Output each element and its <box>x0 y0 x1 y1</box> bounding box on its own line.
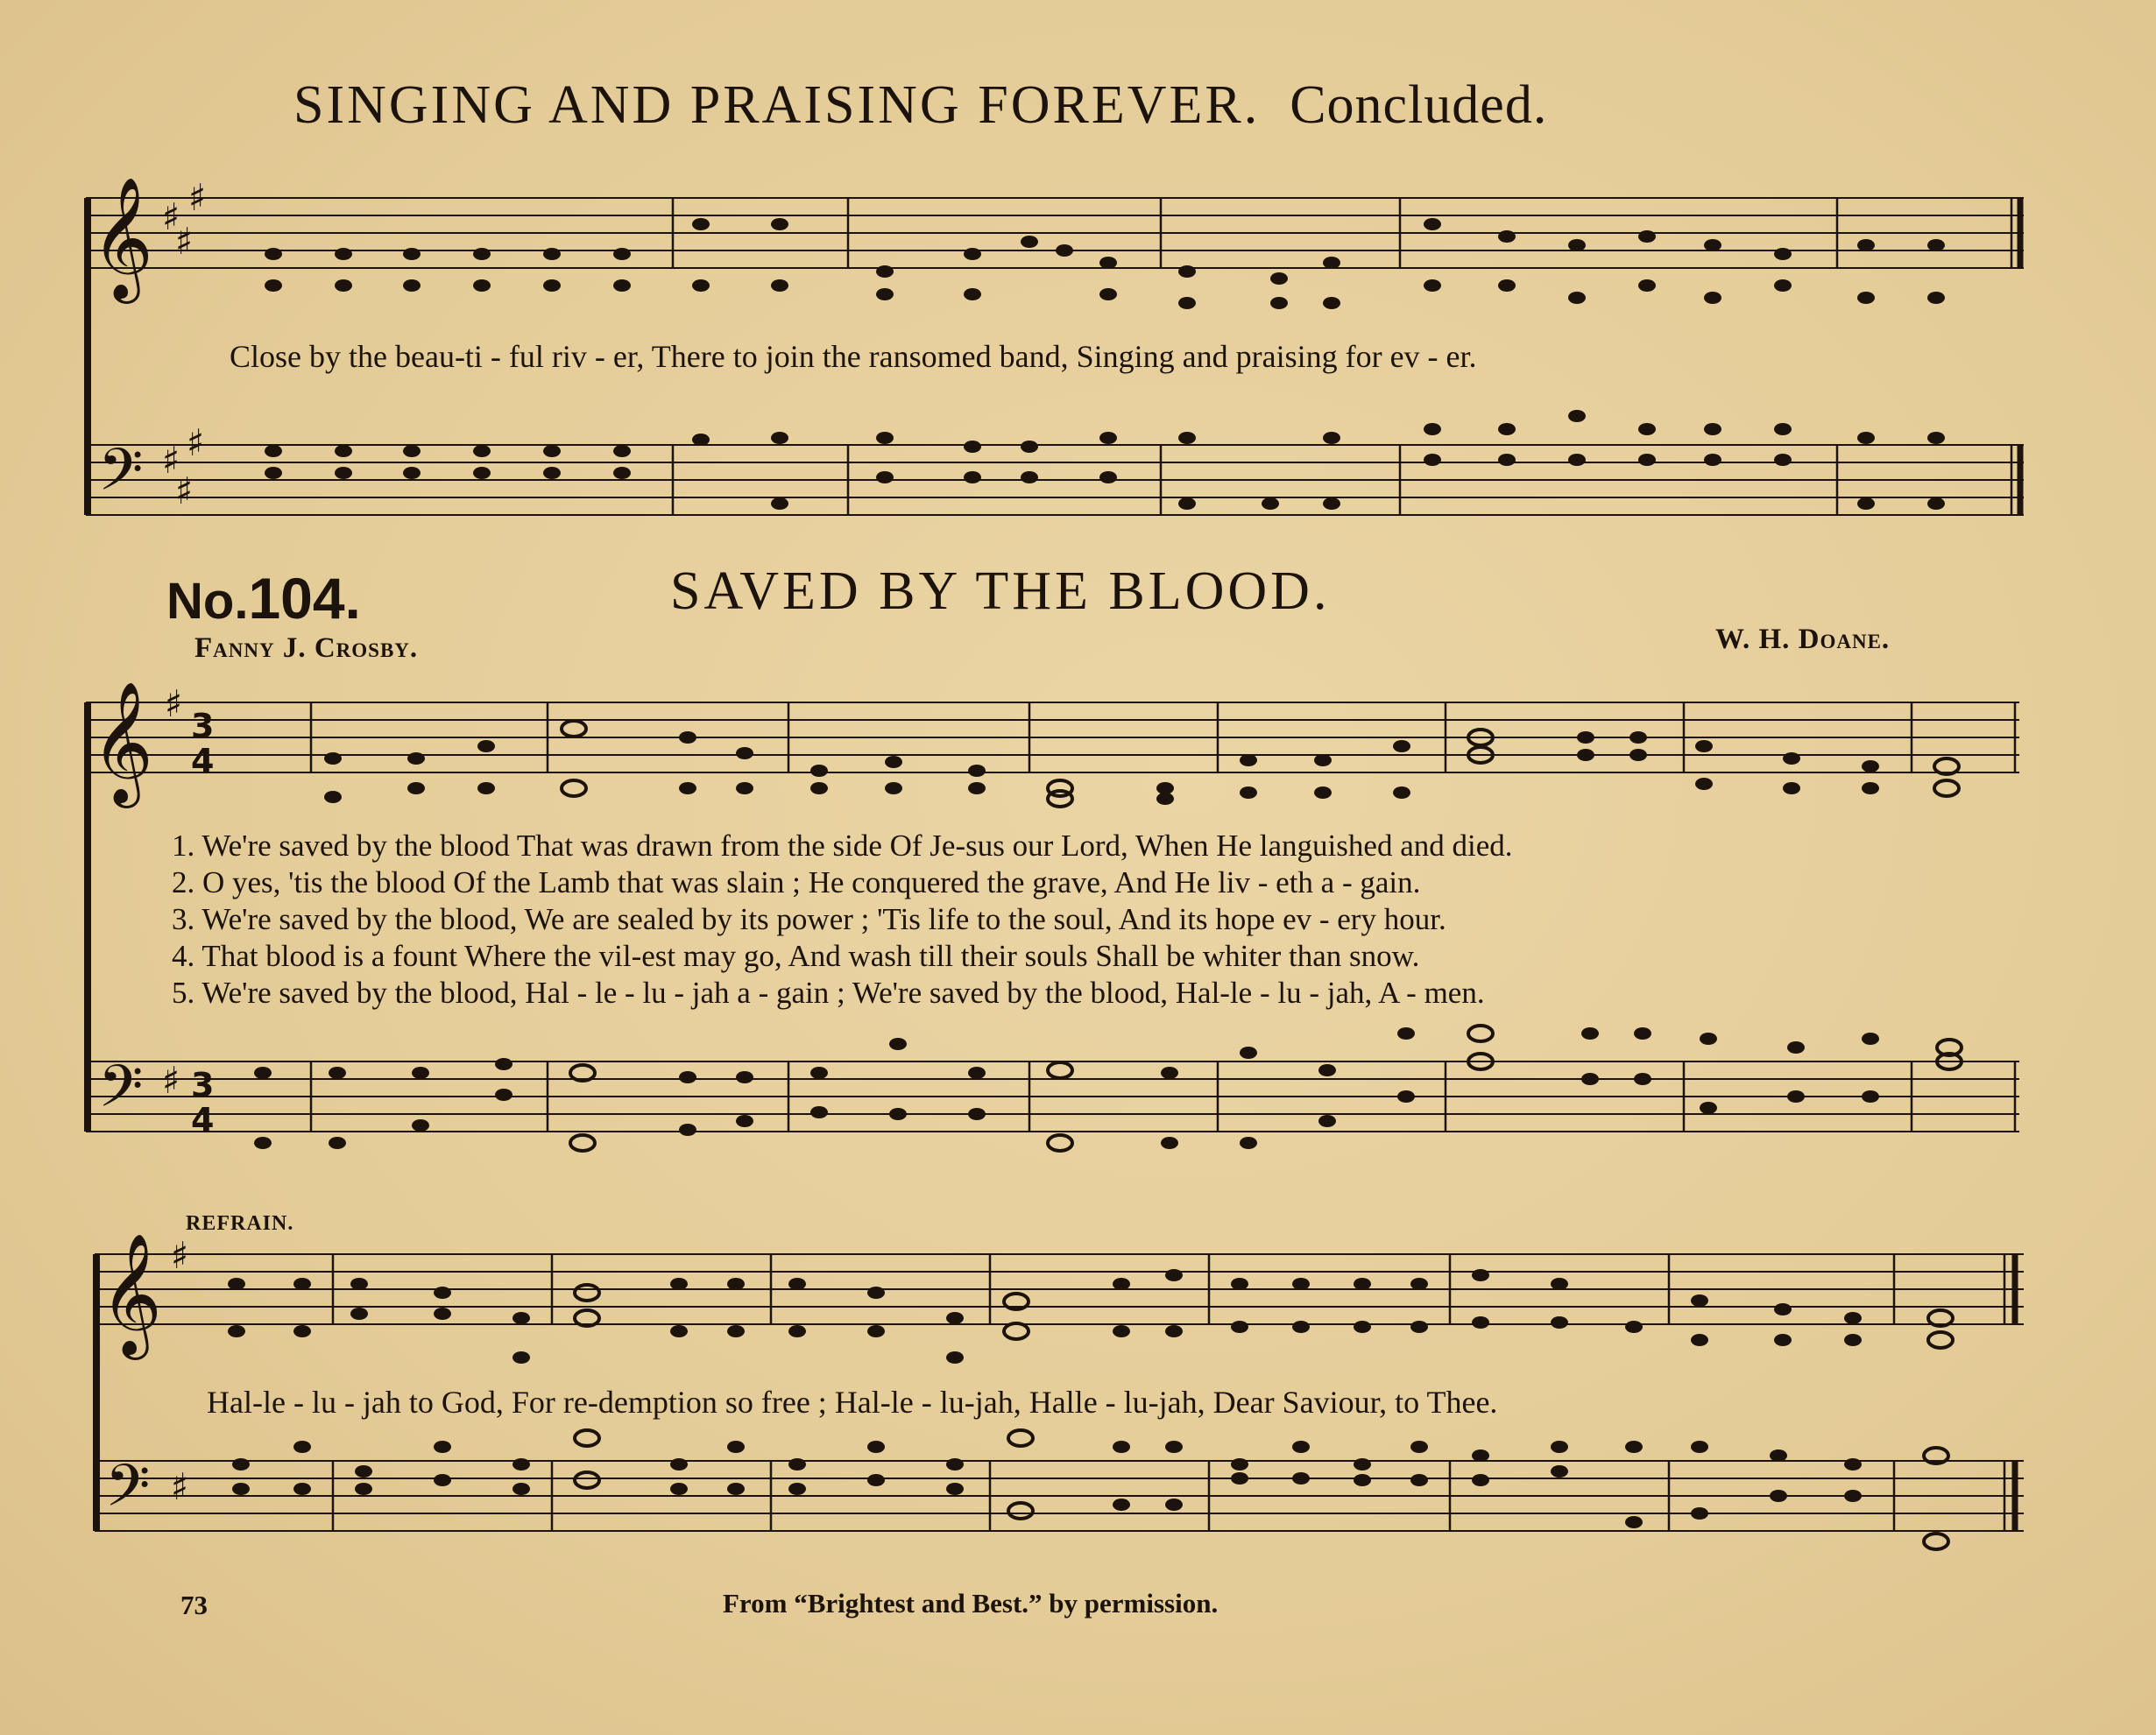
svg-text:♯: ♯ <box>188 176 207 219</box>
lyricist-credit: Fanny J. Crosby. <box>194 632 419 664</box>
system-braces <box>88 198 96 1531</box>
concluded-song-name: SINGING AND PRAISING FOREVER. <box>293 75 1261 135</box>
svg-text:4: 4 <box>191 1101 215 1139</box>
svg-text:♯: ♯ <box>162 1059 180 1102</box>
hymn-number-value: 104. <box>248 566 361 631</box>
concluded-lyric-line: Close by the beau-ti - ful riv - er, There to join the ransomed band, Singing and praising for ev - er. <box>230 339 1477 374</box>
staff-system-1-treble <box>86 198 2024 268</box>
refrain-label: REFRAIN. <box>186 1212 294 1235</box>
svg-text:♯: ♯ <box>171 1234 189 1277</box>
verse-line: 1. We're saved by the blood That was drawn from the side Of Je-sus our Lord, When He languished and died. <box>172 829 1513 863</box>
page-number: 73 <box>180 1590 208 1620</box>
svg-text:♯: ♯ <box>187 421 205 464</box>
svg-text:♯: ♯ <box>165 682 183 725</box>
svg-text:♯: ♯ <box>162 439 180 482</box>
treble-clef-2: 𝄞 <box>91 681 153 803</box>
concluded-label: Concluded. <box>1290 75 1548 135</box>
verse-line: 3. We're saved by the blood, We are sealed by its power ; 'Tis life to the soul, And its hope ev - ery hour. <box>172 902 1446 936</box>
staff-system-3-bass <box>95 1461 2024 1531</box>
permission-footnote: From “Brightest and Best.” by permission. <box>723 1588 1219 1619</box>
svg-text:4: 4 <box>191 742 215 780</box>
hymn-title: SAVED BY THE BLOOD. <box>670 561 1331 621</box>
refrain-lyric-line: Hal-le - lu - jah to God, For re-demption so free ; Hal-le - lu-jah, Halle - lu-jah, Dear Saviour, to Thee. <box>207 1385 1498 1420</box>
staff-system-2-bass <box>86 1061 2019 1132</box>
bass-clef-1: 𝄢 <box>98 436 144 518</box>
svg-text:3: 3 <box>191 1066 215 1104</box>
svg-text:♯: ♯ <box>175 469 194 512</box>
concluded-song-title <box>293 74 1547 137</box>
verse-line: 4. That blood is a fount Where the vil-est may go, And wash till their souls Shall be whiter than snow. <box>172 939 1420 973</box>
staff-system-1-bass <box>86 445 2024 515</box>
svg-text:♯: ♯ <box>171 1465 189 1508</box>
verse-block <box>172 828 1512 1012</box>
treble-clef-1: 𝄞 <box>91 177 153 299</box>
verse-line: 2. O yes, 'tis the blood Of the Lamb that was slain ; He conquered the grave, And He liv - eth a - gain. <box>172 865 1421 899</box>
svg-text:♯: ♯ <box>175 220 194 263</box>
staff-system-2-treble <box>86 702 2019 772</box>
bass-clef-3: 𝄢 <box>105 1452 151 1534</box>
composer-credit: W. H. Doane. <box>1715 624 1891 655</box>
verse-line: 5. We're saved by the blood, Hal - le - lu - jah a - gain ; We're saved by the blood, Hal-le - lu - jah, A - men. <box>172 976 1485 1010</box>
hymn-number <box>166 565 361 631</box>
hymn-number-prefix: No. <box>166 573 249 630</box>
svg-text:♯: ♯ <box>162 195 180 238</box>
treble-clef-3: 𝄞 <box>100 1233 162 1355</box>
svg-text:3: 3 <box>191 707 215 745</box>
bass-clef-2: 𝄢 <box>98 1053 144 1134</box>
staff-system-3-treble <box>95 1254 2024 1324</box>
